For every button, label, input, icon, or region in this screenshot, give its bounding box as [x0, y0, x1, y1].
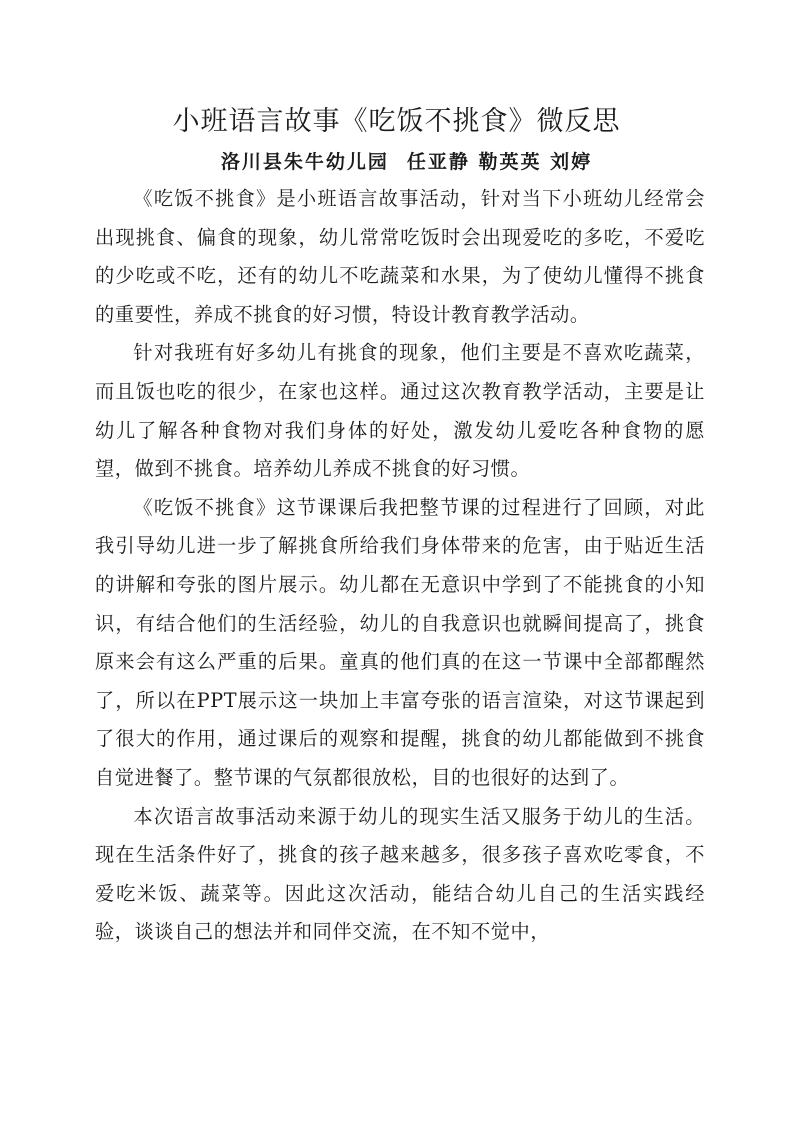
document-title: 小班语言故事《吃饭不挑食》微反思 — [172, 106, 621, 137]
school-name: 洛川县朱牛幼儿园 — [220, 151, 389, 173]
author-line — [0, 146, 793, 178]
author-names: 任亚静 勒英英 刘婷 — [406, 151, 593, 173]
paragraph: 《吃饭不挑食》是小班语言故事活动，针对当下小班幼儿经常会出现挑食、偏食的现象，幼儿常常吃饭时会出现爱吃的多吃，不爱吃的少吃或不吃，还有的幼儿不吃蔬菜和水果，为了使幼儿懂得不挑食的重要性，养成不挑食的好习惯，特设计教育教学活动。 — [95, 187, 705, 326]
paragraph: 本次语言故事活动来源于幼儿的现实生活又服务于幼儿的生活。现在生活条件好了，挑食的孩子越来越多，很多孩子喜欢吃零食，不爱吃米饭、蔬菜等。因此这次活动，能结合幼儿自己的生活实践经验，谈谈自己的想法并和同伴交流，在不知不觉中， — [95, 804, 705, 944]
paragraph: 针对我班有好多幼儿有挑食的现象，他们主要是不喜欢吃蔬菜，而且饭也吃的很少，在家也这样。通过这次教育教学活动，主要是让幼儿了解各种食物对我们身体的好处，激发幼儿爱吃各种食物的愿望，做到不挑食。培养幼儿养成不挑食的好习惯。 — [95, 341, 705, 481]
paragraph: 《吃饭不挑食》这节课课后我把整节课的过程进行了回顾，对此我引导幼儿进一步了解挑食所给我们身体带来的危害，由于贴近生活的讲解和夸张的图片展示。幼儿都在无意识中学到了不能挑食的小知识，有结合他们的生活经验，幼儿的自我意识也就瞬间提高了，挑食原来会有这么严重的后果。童真的他们真的在这一节课中全部都醒然了，所以在PPT展示这一块加上丰富夸张的语言渲染，对这节课起到了很大的作用，通过课后的观察和提醒，挑食的幼儿都能做到不挑食自觉进餐了。整节课的气氛都很放松，目的也很好的达到了。 — [95, 495, 705, 789]
document-body — [95, 180, 705, 952]
